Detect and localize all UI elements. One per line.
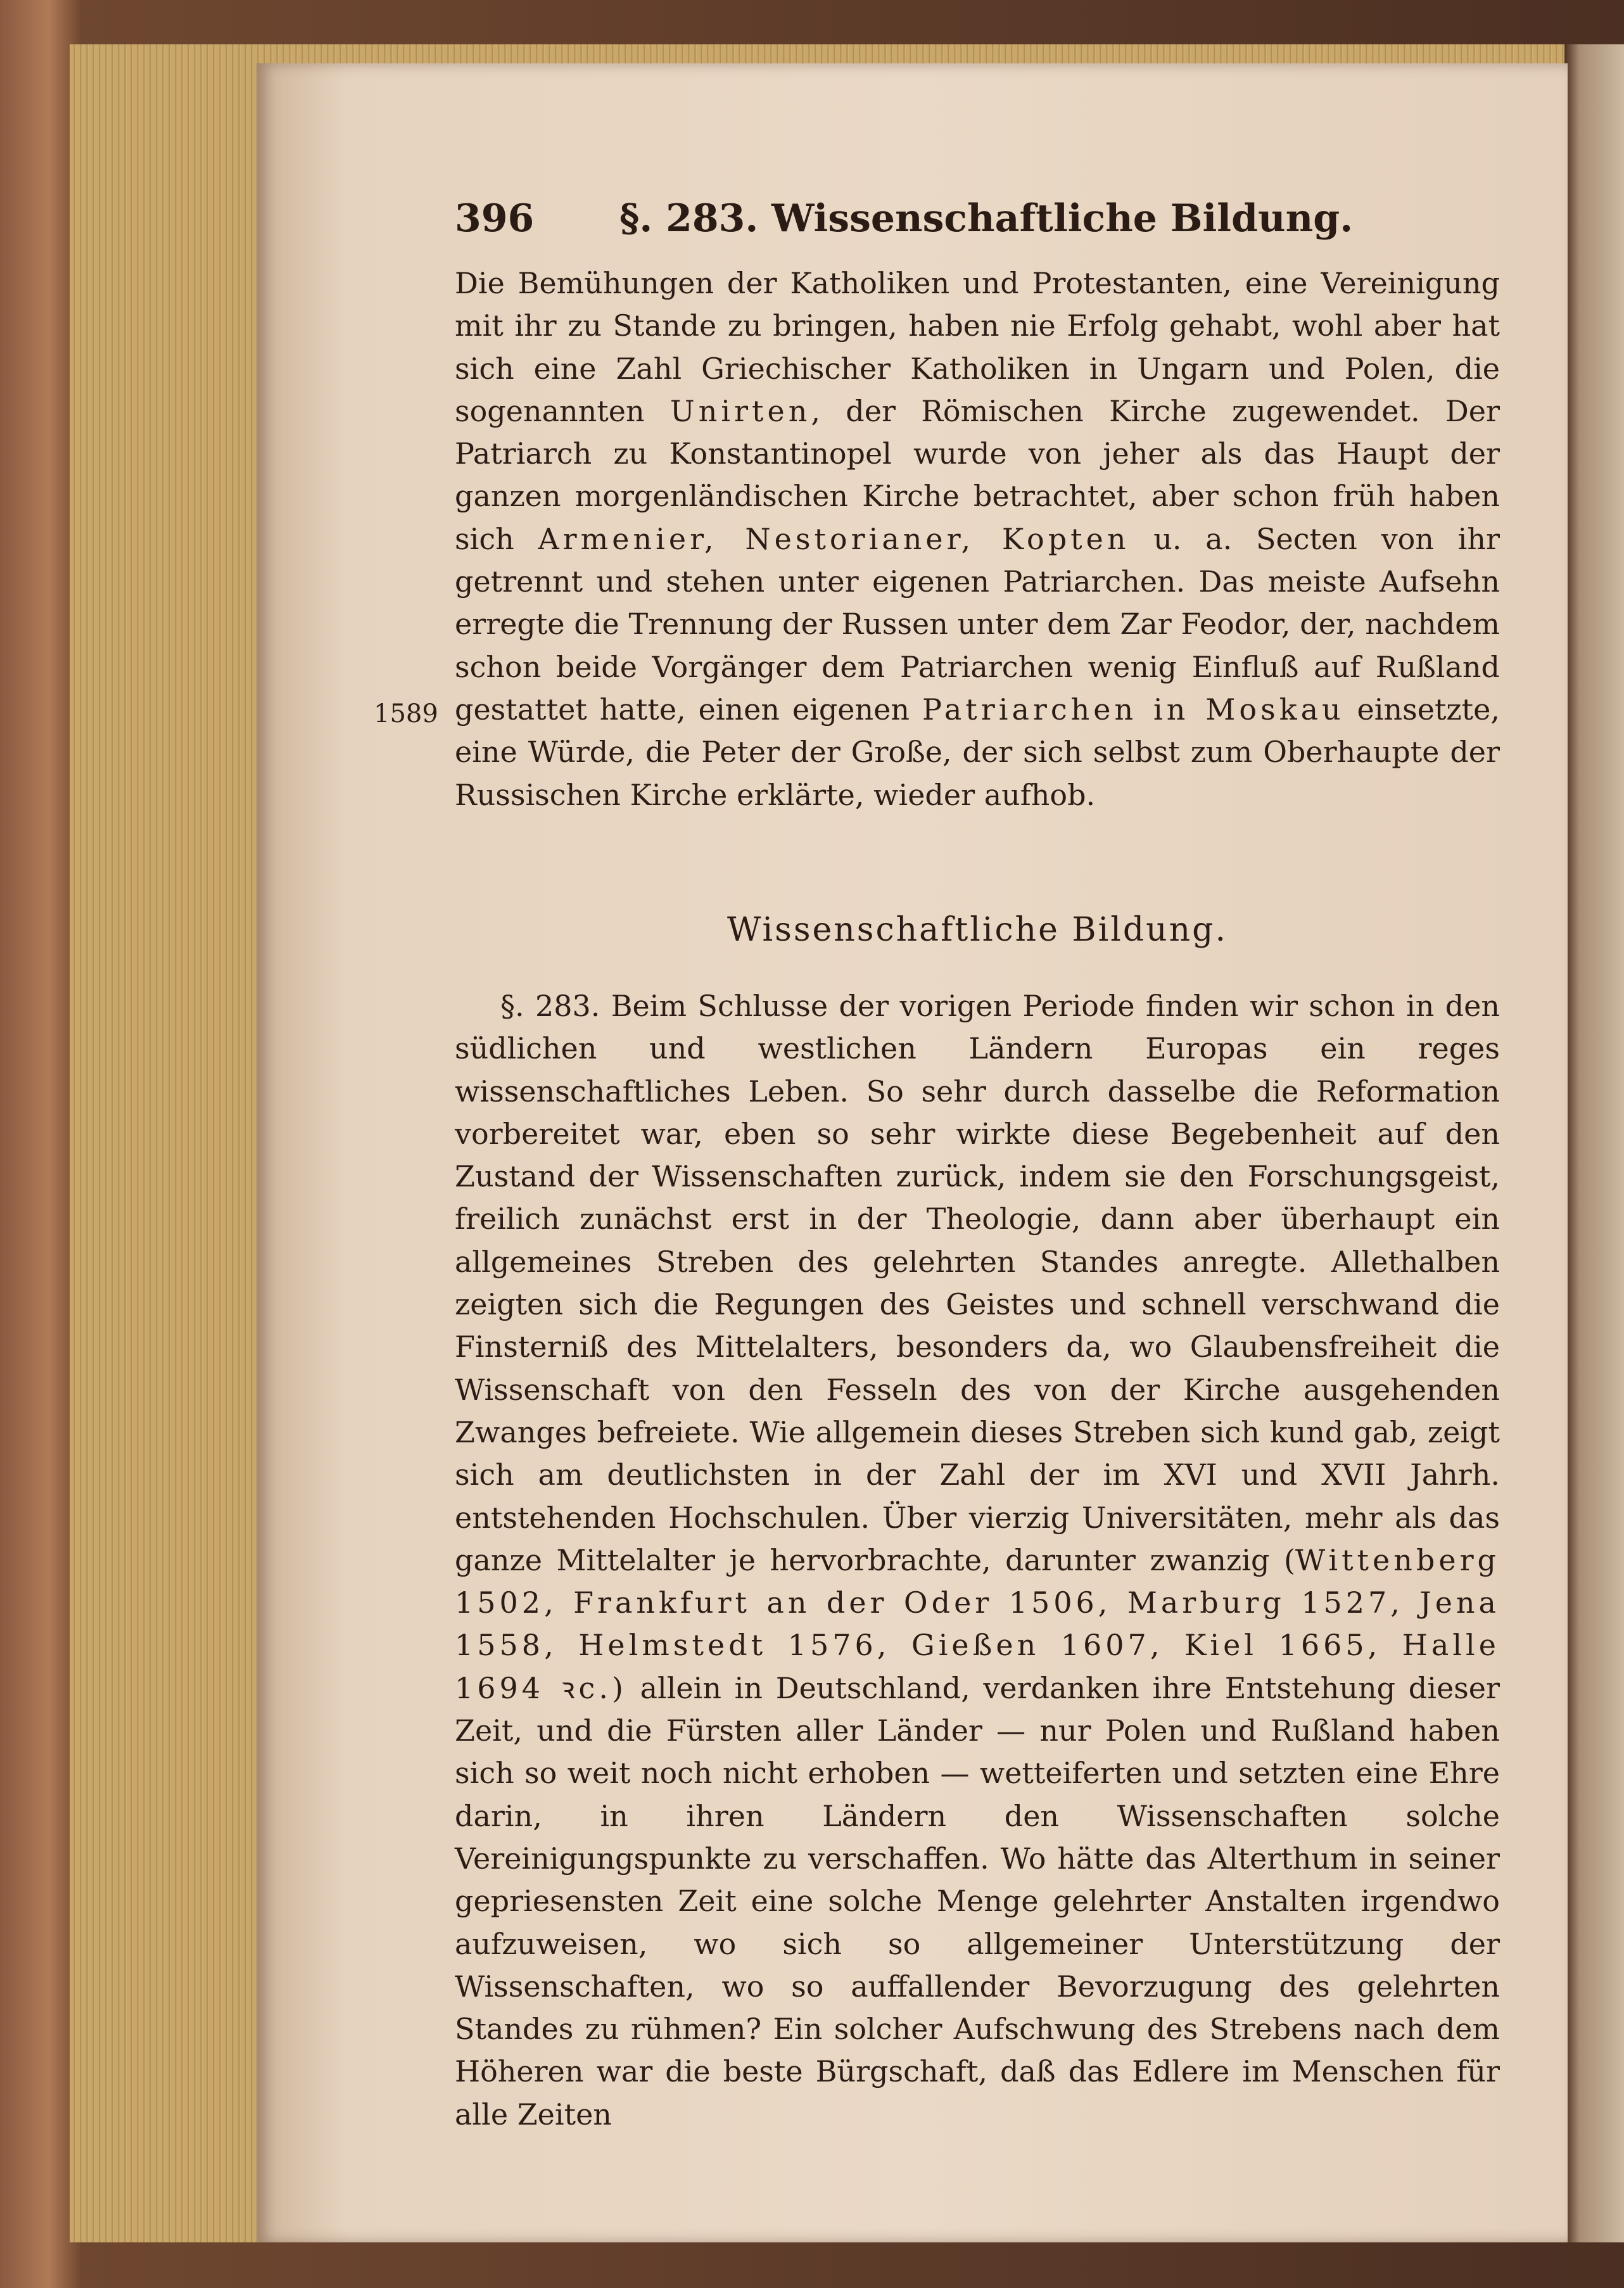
emphasis-unirten: Unirten (669, 393, 811, 428)
paragraph-text: Die Bemühungen der Katholiken und Protestanten, eine Vereinigung mit ihr zu Stande zu bringen, haben nie Erfolg gehabt, wohl aber hat sich eine Zahl Griechischer Katholiken in Ungarn und Polen, die sogenannten (455, 266, 1500, 428)
facing-page-edge (1564, 44, 1624, 2242)
paragraph-text: einsetzte, eine Würde, die Peter der Große, der sich selbst zum Oberhaupte der Russischen Kirche erklärte, wieder aufhob. (455, 692, 1500, 812)
margin-year-note: 1589 (374, 699, 438, 728)
emphasis-universities: Wittenberg 1502, Frankfurt an der Oder 1506, Marburg 1527, Jena 1558, Helmstedt 1576, Gießen 1607, Kiel 1665, Halle 1694 ꝛc.) (455, 1542, 1500, 1705)
section-mark: §. 283. (500, 989, 600, 1023)
paragraph-text: , der Römischen Kirche zugewendet. Der Patriarch zu Konstantinopel wurde von jeher als das Haupt der ganzen morgenländischen Kirche betrachtet, aber schon früh haben sich (455, 393, 1500, 556)
running-title: §. 283. Wissenschaftliche Bildung. (619, 196, 1354, 241)
paragraph-orthodox-church (455, 262, 1500, 817)
emphasis-sects: Armenier, Nestorianer, Kopten (538, 521, 1130, 556)
page-number: 396 (455, 196, 535, 241)
section-heading: Wissenschaftliche Bildung. (727, 911, 1228, 949)
paragraph-scholarship (455, 985, 1500, 2136)
page-header (455, 193, 1354, 244)
emphasis-patriarch-moscow: Patriarchen in Moskau (922, 692, 1345, 727)
paragraph-text: u. a. Secten von ihr getrennt und stehen unter eigenen Patriarchen. Das meiste Aufsehn erregte die Trennung der Russen unter dem Zar Feodor, der, nachdem schon beide Vorgänger dem Patriarchen wenig Einfluß auf Rußland gestattet hatte, einen eigenen (455, 521, 1500, 727)
paragraph-text: allein in Deutschland, verdanken ihre Entstehung dieser Zeit, und die Fürsten aller Länder — nur Polen und Rußland haben sich so weit noch nicht erhoben — wetteiferten und setzten eine Ehre darin, in ihren Ländern den Wissenschaften solche Vereinigungspunkte zu verschaffen. Wo hätte das Alterthum in seiner gepriesensten Zeit eine solche Menge gelehrter Anstalten irgendwo aufzuweisen, wo sich so allgemeiner Unterstützung der Wissenschaften, wo so auffallender Bevorzugung des gelehrten Standes zu rühmen? Ein solcher Aufschwung des Strebens nach dem Höheren war die beste Bürgschaft, daß das Edlere im Menschen für alle Zeiten (455, 1670, 1500, 2132)
paragraph-text: Beim Schlusse der vorigen Periode finden wir schon in den südlichen und westlichen Ländern Europas ein reges wissenschaftliches Leben. So sehr durch dasselbe die Reformation vorbereitet war, eben so sehr wirkte diese Begebenheit auf den Zustand der Wissenschaften zurück, indem sie den Forschungsgeist, freilich zunächst erst in der Theologie, dann aber überhaupt ein allgemeines Streben des gelehrten Standes anregte. Allethalben zeigten sich die Regungen des Geistes und schnell verschwand die Finsterniß des Mittelalters, besonders da, wo Glaubensfreiheit die Wissenschaft von den Fesseln des von der Kirche ausgehenden Zwanges befreiete. Wie allgemein dieses Streben sich kund gab, zeigt sich am deutlichsten in der Zahl der im XVI und XVII Jahrh. entstehenden Hochschulen. Über vierzig Universitäten, mehr als das ganze Mittelalter je hervorbrachte, darunter zwanzig ( (455, 989, 1500, 1577)
